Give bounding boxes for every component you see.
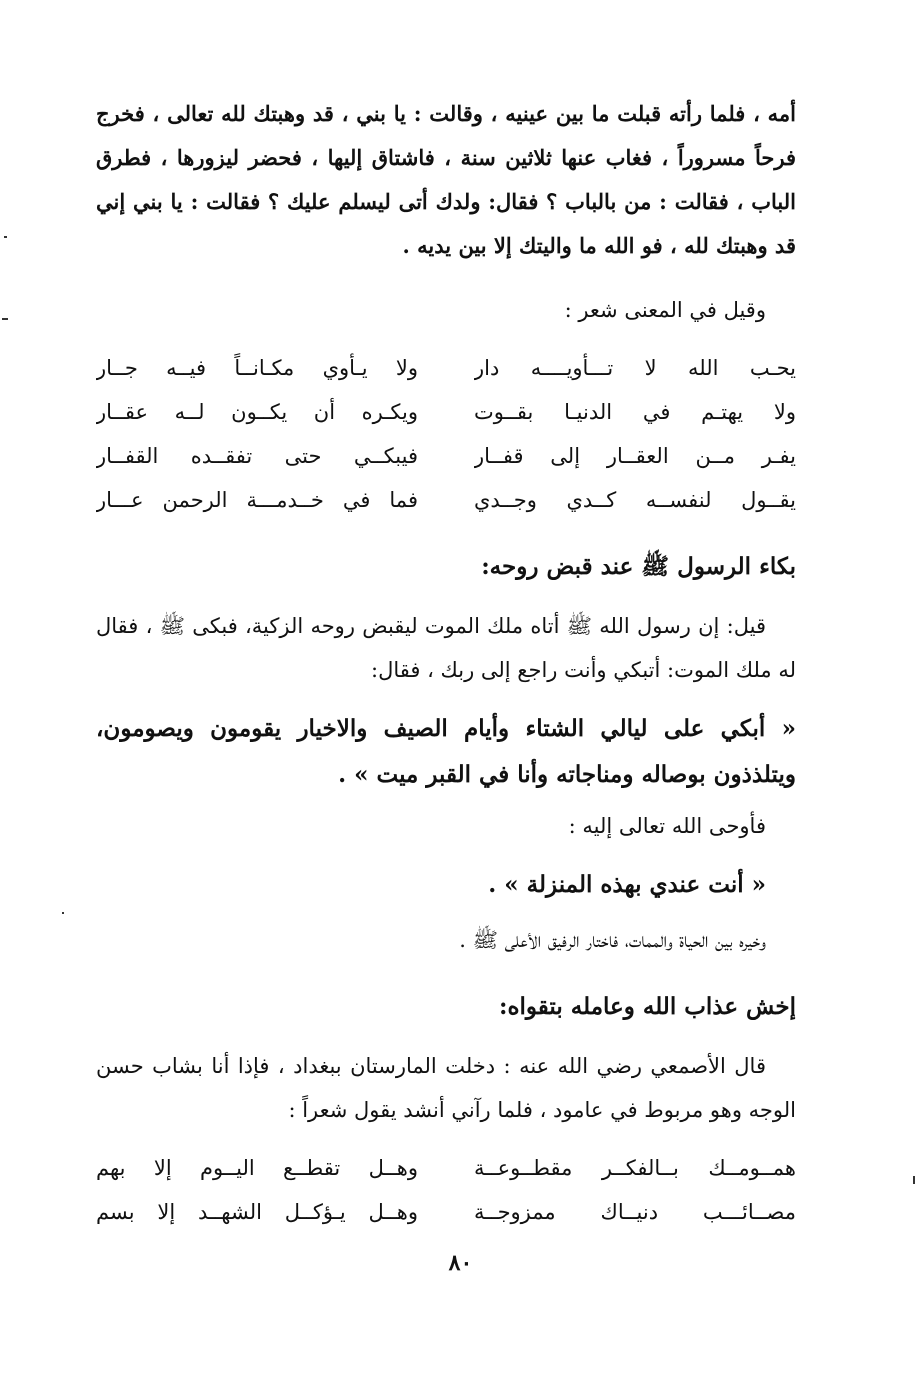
poem-2-verse (96, 1146, 796, 1190)
section-heading-prophet-crying: بكاء الرسول ﷺ عند قبض روحه: (481, 553, 796, 580)
paragraph-asmaI: قال الأصمعي رضي الله عنه : دخلت المارستان ببغداد ، فإذا أنا بشاب حسن الوجه وهو مربوط في عامود ، فلما رآني أنشد يقول شعراً : (96, 1054, 796, 1122)
verse-first-hemistich: همــومــك بــالفكــر مقطــوعــة (474, 1156, 796, 1180)
verse-first-hemistich: يقــول لنفســه كــدي وجــدي (474, 488, 796, 512)
poem-1-verse (96, 478, 796, 522)
verse-second-hemistich: وهــل تقطــع اليــوم إلا بهم (96, 1156, 418, 1180)
page-number: ٨٠ (448, 1250, 473, 1276)
paragraph-revelation: فأوحى الله تعالى إليه : (568, 814, 766, 838)
paragraph-choice: وخيره بين الحياة والممات، فاختار الرفيق الأعلى ﷺ . (459, 928, 766, 952)
poem-1-verse (96, 390, 796, 434)
verse-second-hemistich: فما في خــدمـــة الرحمن عـــار (96, 488, 418, 512)
verse-second-hemistich: ولا يـأوي مكـانــاً فيــه جــار (96, 356, 418, 380)
page-body (96, 92, 796, 1242)
scan-mark (62, 912, 64, 914)
poem-1 (96, 346, 796, 522)
paragraph-angel-of-death: قيل: إن رسول الله ﷺ أتاه ملك الموت ليقبض روحه الزكية، فبكى ﷺ ، فقال له ملك الموت: أتبكي وأنت راجع إلى ربك ، فقال: (96, 614, 796, 682)
scan-mark (913, 1176, 915, 1184)
section-heading-fear-god: إخش عذاب الله وعامله بتقواه: (498, 993, 796, 1020)
verse-first-hemistich: يحـب الله لا تـــأويــــه دار (474, 356, 796, 380)
verse-first-hemistich: ولا يهتـم في الدنيـا بقــوت (474, 400, 796, 424)
verse-second-hemistich: وهــل يـؤكــل الشهــد إلا بسم (96, 1200, 418, 1224)
scan-mark (2, 318, 8, 320)
quote-status: « أنت عندي بهذه المنزلة » . (488, 871, 766, 898)
verse-first-hemistich: يفـر مــن العقــار إلى قفــار (474, 444, 796, 468)
poem-2-verse (96, 1190, 796, 1234)
paragraph-1: أمه ، فلما رأته قبلت ما بين عينيه ، وقالت : يا بني ، قد وهبتك لله تعالى ، فخرج فرحاً مسروراً ، فغاب عنها ثلاثين سنة ، فاشتاق إليها ، فحضر ليزورها ، فطرق الباب ، فقالت : من بالباب ؟ فقال: ولدك أتى ليسلم عليك ؟ فقالت : يا بني إني قد وهبتك لله ، فو الله ما واليتك إلا بين يديه . (96, 101, 796, 258)
verse-second-hemistich: فيبكــي حتى تفقــده القفــار (96, 444, 418, 468)
poem-2 (96, 1146, 796, 1234)
verse-first-hemistich: مصــائـــب دنيــاك ممزوجــة (474, 1200, 796, 1224)
quote-crying: « أبكي على ليالي الشتاء وأيام الصيف والاخيار يقومون ويصومون، ويتلذذون بوصاله ومناجاته وأنا في القبر ميت » . (96, 715, 796, 788)
poem-1-verse (96, 434, 796, 478)
paragraph-poem-intro: وقيل في المعنى شعر : (564, 298, 766, 322)
scan-mark (4, 236, 7, 238)
verse-second-hemistich: ويكـره أن يكــون لــه عقــار (96, 400, 418, 424)
poem-1-verse (96, 346, 796, 390)
